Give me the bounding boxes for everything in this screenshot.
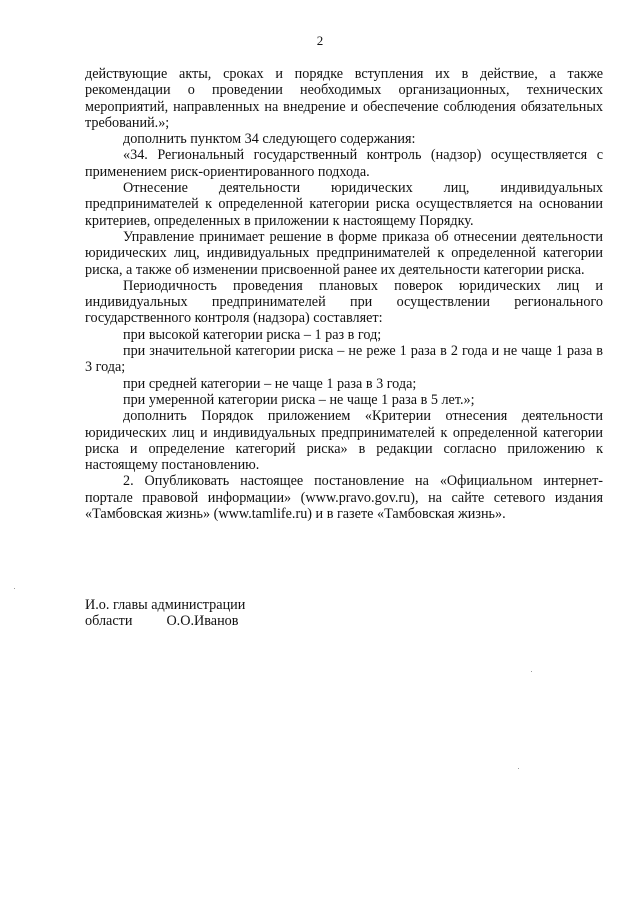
paragraph-continuation: действующие акты, сроках и порядке вступления их в действие, а также рекомендации о проведении необходимых организационных, технических мероприятий, направленных на внедрение и обеспечение соблюдения обязательных требований.»; (85, 66, 603, 131)
list-item-medium-risk: при средней категории – не чаще 1 раза в 3 года; (123, 375, 417, 392)
signature-line2 (85, 613, 245, 629)
list-item-moderate-risk: при умеренной категории риска – не чаще 1 раза в 5 лет.»; (123, 391, 475, 408)
document-body (85, 66, 603, 522)
paragraph-add-point-34: дополнить пунктом 34 следующего содержания: (123, 131, 416, 148)
page-number: 2 (316, 33, 324, 48)
signature-block (85, 597, 245, 630)
signature-position-line2: области (85, 613, 133, 630)
signature-name: О.О.Иванов (166, 613, 239, 630)
list-item-significant-risk: при значительной категории риска – не реже 1 раза в 2 года и не чаще 1 раза в 3 года; (85, 343, 603, 376)
paragraph-decision: Управление принимает решение в форме приказа об отнесении деятельности юридических лиц, индивидуальных предпринимателей к определенной категории риска, а также об изменении присвоенной ранее их деятельности категории риска. (85, 228, 603, 278)
list-item-high-risk: при высокой категории риска – 1 раз в год; (123, 326, 382, 343)
paragraph-add-appendix: дополнить Порядок приложением «Критерии отнесения деятельности юридических лиц и индивидуальных предпринимателей к определенной категории риска и определение категорий риска» в редакции согласно приложению к настоящему постановлению. (85, 408, 603, 474)
scan-speck (518, 768, 519, 769)
scan-speck (14, 588, 15, 589)
paragraph-publish: 2. Опубликовать настоящее постановление на «Официальном интернет-портале правовой информации» (www.pravo.gov.ru), на сайте сетевого издания «Тамбовская жизнь» (www.tamlife.ru) и в газете «Тамбовская жизнь». (85, 473, 603, 523)
paragraph-risk-assignment: Отнесение деятельности юридических лиц, индивидуальных предпринимателей к определенной категории риска осуществляется на основании критериев, определенных в приложении к настоящему Порядку. (85, 180, 603, 229)
scan-speck (531, 671, 532, 672)
paragraph-periodicity: Периодичность проведения плановых поверок юридических лиц и индивидуальных предпринимателей при осуществлении регионального государственного контроля (надзора) составляет: (85, 277, 603, 327)
signature-position-line1: И.о. главы администрации (85, 597, 246, 613)
paragraph-point-34: «34. Региональный государственный контроль (надзор) осуществляется с применением риск-ориентированного подхода. (85, 147, 603, 180)
